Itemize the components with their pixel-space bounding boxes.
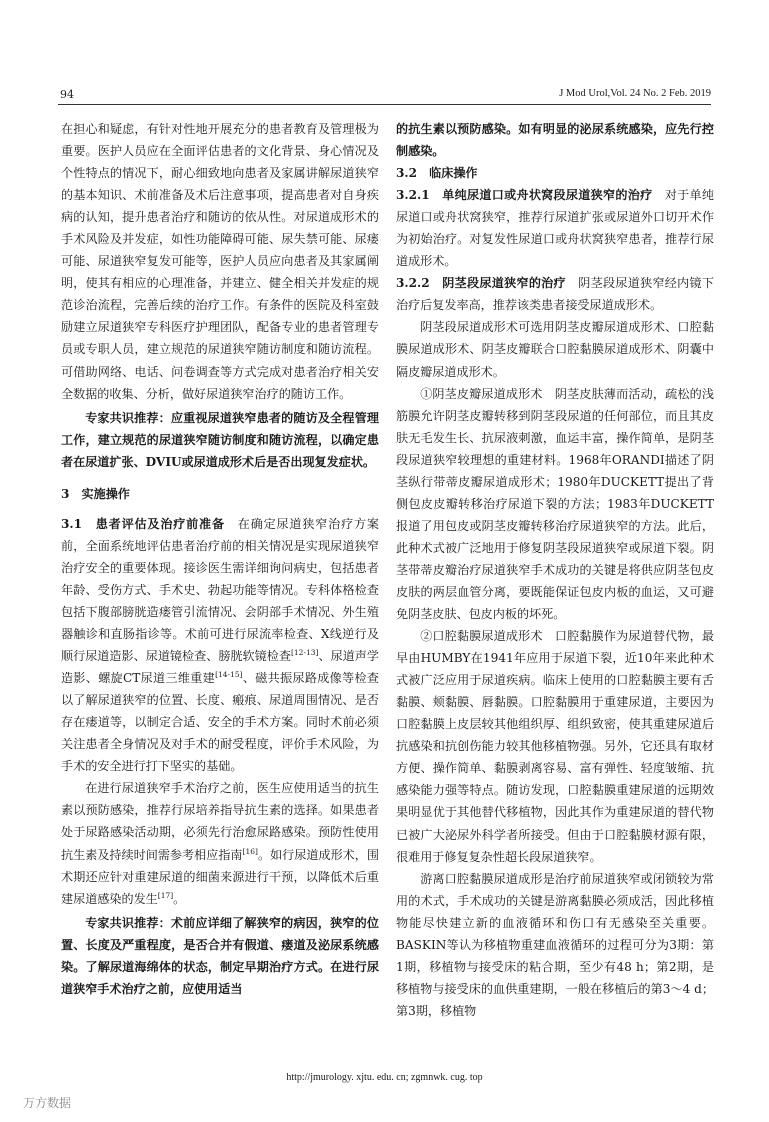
citation-ref: [14-15] bbox=[215, 670, 243, 680]
oral-mucosa-body: 口腔黏膜作为尿道替代物，最早由HUMBY在1941年应用于尿道下裂，近10年来此种术式被广泛应用于尿道疾病。临床上使用的口腔黏膜主要有舌黏膜、颊黏膜、唇黏膜。口腔黏膜用于重建尿道，主要因为口腔黏膜上皮层较其他组织厚、组织致密，使其重建尿道后抗感染和抗创伤能力较其他移植物强。另外，它还具有取材方便、操作简单、黏膜剥离容易、富有弹性、轻度皱缩、抗感染能力强等特点。随访发现，口腔黏膜重建尿道的远期效果明显优于其他替代移植物，因此其作为重建尿道的替代物已被广大泌尿外科学者所接受。但由于口腔黏膜材源有限，很难用于修复复杂性超长段尿道狭窄。 bbox=[396, 629, 714, 864]
paragraph-penile-flap bbox=[396, 383, 714, 626]
consensus-followup: 专家共识推荐：应重视尿道狭窄患者的随访及全程管理工作，建立规范的尿道狭窄随访制度和随访流程，以确定患者在尿道扩张、DVIU或尿道成形术后是否出现复发症状。 bbox=[61, 410, 379, 469]
citation-ref: [16] bbox=[242, 846, 258, 856]
paragraph-free-graft: 游离口腔黏膜尿道成形是治疗前尿道狭窄或闭锁较为常用的术式，手术成功的关键是游离黏膜必须成活，因此移植物能尽快建立新的血液循环和伤口有无感染至关重要。BASKIN等认为移植物重建血液循环的过程可分为3期：第1期，移植物与接受床的粘合期，至少有48 h；第2期，是移植物与接受床的血供重建期，一般在移植后的第3～4 d；第3期，移植物 bbox=[396, 871, 714, 1018]
section-3-1-body: 在确定尿道狭窄治疗方案前，全面系统地评估患者治疗前的相关情况是实现尿道狭窄治疗安全的重要体现。接诊医生需详细询问病史，包括患者年龄、受伤方式、手术史、勃起功能等情况。专科体格检查包括下腹部膀胱造瘘管引流情况、会阴部手术情况、外生殖器触诊和直肠指诊等。术前可进行尿流率检查、X线逆行及顺行尿道造影、尿道镜检查、膀胱软镜检查 bbox=[61, 516, 379, 664]
section-3-2-2-body: 阴茎段尿道狭窄经内镜下治疗后复发率高，推荐该类患者接受尿道成形术。 bbox=[396, 276, 714, 313]
journal-citation: J Mod Urol,Vol. 24 No. 2 Feb. 2019 bbox=[559, 88, 711, 99]
penile-flap-heading: ①阴茎皮瓣尿道成形术 bbox=[420, 386, 543, 401]
section-3-1-mid: 、尿道声学造影、螺旋CT尿道三维重建 bbox=[61, 649, 379, 686]
left-column bbox=[61, 118, 379, 1000]
consensus-preop: 专家共识推荐：术前应详细了解狭窄的病因，狭窄的位置、长度及严重程度，是否合并有假道、瘘道及泌尿系统感染。了解尿道海绵体的状态，制定早期治疗方式。在进行尿道狭窄手术治疗之前，应使用适当 bbox=[61, 915, 379, 996]
section-3-2-1-heading: 3.2.1 单纯尿道口或舟状窝段尿道狭窄的治疗 bbox=[396, 188, 653, 203]
antibiotics-text-a: 在进行尿道狭窄手术治疗之前，医生应使用适当的抗生素以预防感染，推荐行尿培养指导抗生素的选择。如果患者处于尿路感染活动期，必须先行治愈尿路感染。预防性使用抗生素及持续时间需参考相应指南 bbox=[61, 781, 379, 862]
paragraph-antibiotics bbox=[61, 777, 379, 909]
antibiotics-text-c: 。 bbox=[173, 891, 186, 906]
section-3-2-1 bbox=[396, 184, 714, 272]
section-3-1-heading: 3.1 患者评估及治疗前准备 bbox=[61, 516, 225, 531]
citation-ref: [17] bbox=[157, 890, 174, 900]
section-3-2-1-body: 对于单纯尿道口或舟状窝狭窄，推荐行尿道扩张或尿道外口切开术作为初始治疗。对复发性尿道口或舟状窝狭窄患者，推荐行尿道成形术。 bbox=[396, 188, 714, 269]
citation-ref: [12-13] bbox=[290, 648, 319, 658]
section-3-heading: 3 实施操作 bbox=[61, 486, 130, 501]
section-3-2-2 bbox=[396, 272, 714, 316]
section-3-1 bbox=[61, 513, 379, 778]
section-3-1-tail: 、磁共振尿路成像等检查以了解尿道狭窄的位置、长度、瘢痕、尿道周围情况、是否存在瘘道等，以制定合适、安全的手术方案。同时术前必须关注患者全身情况及对手术的耐受程度，评价手术风险，为手术的安全进行打下坚实的基础。 bbox=[61, 671, 379, 774]
section-3-2-heading: 3.2 临床操作 bbox=[396, 166, 478, 181]
paragraph-penile-options: 阴茎段尿道成形术可选用阴茎皮瓣尿道成形术、口腔黏膜尿道成形术、阴茎皮瓣联合口腔黏膜尿道成形术、阴囊中隔皮瓣尿道成形术。 bbox=[396, 320, 714, 379]
section-3-2-2-heading: 3.2.2 阴茎段尿道狭窄的治疗 bbox=[396, 276, 566, 291]
right-column bbox=[396, 118, 714, 1022]
header-rule bbox=[58, 104, 711, 105]
watermark: 万方数据 bbox=[23, 1096, 72, 1110]
oral-mucosa-heading: ②口腔黏膜尿道成形术 bbox=[420, 629, 543, 644]
page-number: 94 bbox=[60, 88, 74, 101]
consensus-preop-continued: 的抗生素以预防感染。如有明显的泌尿系统感染，应先行控制感染。 bbox=[396, 122, 714, 159]
footer-url[interactable]: http://jmurology. xjtu. edu. cn; zgmnwk. cug. top bbox=[286, 1072, 483, 1083]
paragraph-education: 在担心和疑虑，有针对性地开展充分的患者教育及管理极为重要。医护人员应在全面评估患者的文化背景、身心情况及个性特点的情况下，耐心细致地向患者及家属讲解尿道狭窄的基本知识、术前准备及术后注意事项，提高患者对自身疾病的认知，提升患者治疗和随访的依从性。对尿道成形术的手术风险及并发症，如性功能障碍可能、尿失禁可能、尿瘘可能、尿道狭窄复发可能等，医护人员应向患者及其家属阐明，使其有相应的心理准备，并建立、健全相关并发症的规范诊治流程，完善后续的治疗工作。有条件的医院及科室鼓励建立尿道狭窄专科医疗护理团队，配备专业的患者管理专员或专职人员，建立规范的尿道狭窄随访制度和随访流程。可借助网络、电话、问卷调查等方式完成对患者治疗相关安全数据的收集、分析，做好尿道狭窄治疗的随访工作。 bbox=[61, 122, 379, 401]
antibiotics-text-b: 。如行尿道成形术，围术期还应针对重建尿道的细菌来源进行干预，以降低术后重建尿道感染的发生 bbox=[61, 847, 379, 906]
paragraph-oral-mucosa bbox=[396, 625, 714, 868]
penile-flap-body: 阴茎皮肤薄而活动，疏松的浅筋膜允许阴茎皮瓣转移到阴茎段尿道的任何部位，而且其皮肤无毛发生长、抗尿液刺激，血运丰富，操作简单，是阴茎段尿道狭窄较理想的重建材料。1968年ORANDI描述了阴茎纵行带蒂皮瓣尿道成形术；1980年DUCKETT提出了背侧包皮皮瓣转移治疗尿道下裂的方法；1983年DUCKETT报道了用包皮或阴茎皮瓣转移治疗尿道狭窄的方法。此后，此种术式被广泛地用于修复阴茎段尿道狭窄或尿道下裂。阴茎带蒂皮瓣治疗尿道狭窄手术成功的关键是将供应阴茎包皮皮肤的两层血管分离，要既能保证包皮内板的血运，又可避免阴茎皮肤、包皮内板的坏死。 bbox=[396, 386, 714, 622]
